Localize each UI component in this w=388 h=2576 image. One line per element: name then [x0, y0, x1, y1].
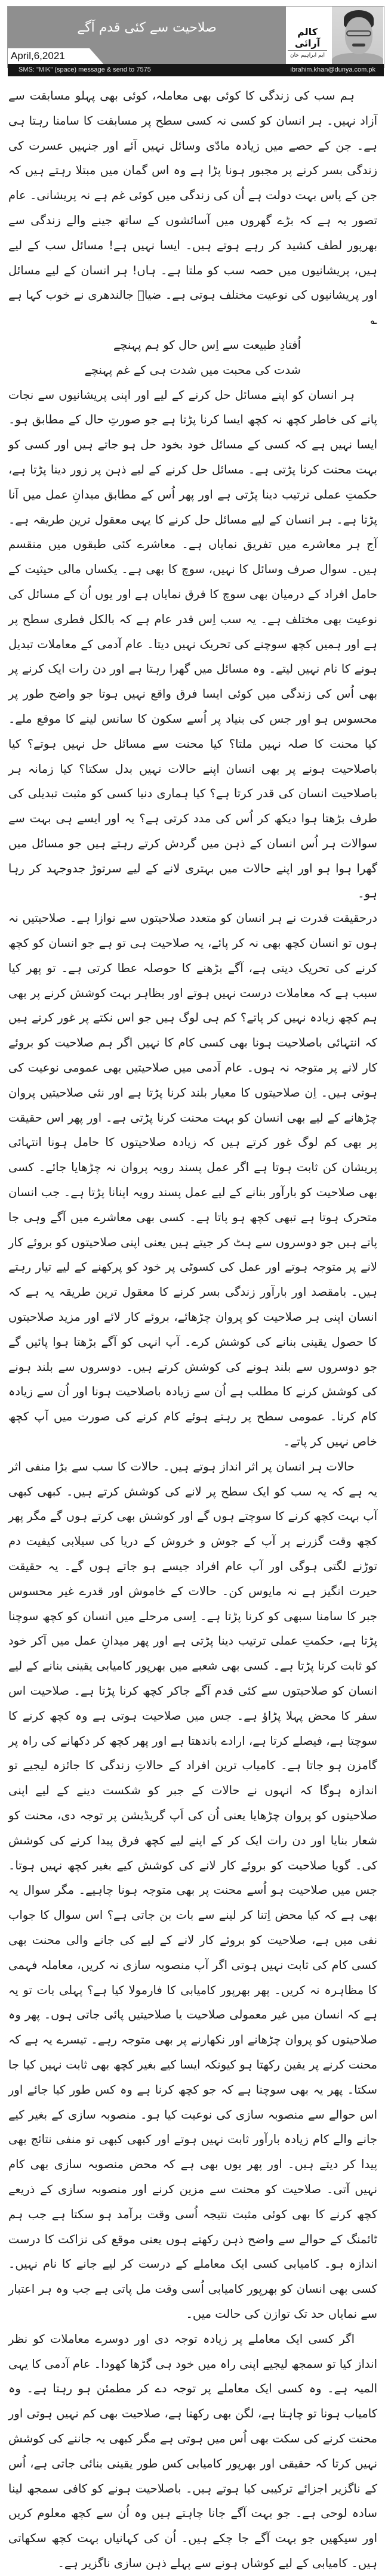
author-name: ایم ابراہیم خان — [290, 52, 325, 58]
author-email-link[interactable]: ibrahim.khan@dunya.com.pk — [290, 66, 375, 73]
publish-date: April,6,2021 — [11, 50, 65, 61]
paragraph: اگر کسی ایک معاملے پر زیادہ توجہ دی اور دوسرے معاملات کو نظر انداز کیا تو سمجھ لیجیے اپنی راہ میں خود ہی گڑھا کھودا۔ عام آدمی کا یہی المیہ ہے۔ وہ کسی ایک معاملے پر توجہ دے کر مطمئن ہو رہتا ہے۔ وہ کامیاب ہونا تو چاہتا ہے، لگن بھی رکھتا ہے، صلاحیت بھی کم نہیں ہوتی اور محنت کرنے کی سکت بھی اُس میں ہوتی ہے مگر کبھی یہ جاننے کی کوشش نہیں کرتا کہ حقیقی اور بھرپور کامیابی کس طور یقینی بنائی جاتی ہے، اُس کے ناگزیر اجزائے ترکیبی کیا ہوتے ہیں۔ باصلاحیت ہونے کو کافی سمجھ لینا سادہ لوحی ہے۔ جو بہت آگے جانا چاہتے ہیں وہ اُن سے کچھ معلوم کریں اور سیکھیں جو بہت آگے جا چکے ہیں۔ اُن کی کہانیاں بہت کچھ سکھاتی ہیں۔ کامیابی کے لیے کوشاں ہونے سے پہلے ذہن سازی ناگزیر ہے۔ — [8, 2332, 377, 2570]
paragraph-intro: ہم سب کی زندگی کا کوئی بھی معاملہ، کوئی بھی پہلو مسابقت سے آزاد نہیں۔ ہر انسان کو کسی نہ کسی سطح پر مسابقت کا سامنا رہتا ہی ہے۔ جن کے حصے میں زیادہ مادّی وسائل نہیں آئے اور جنہیں عسرت کی زندگی بسر کرنے پر مجبور ہونا پڑا ہے وہ اس گمان میں مبتلا رہتے ہیں کہ جن کے پاس بہت دولت ہے اُن کی زندگی میں کوئی غم ہے نہ پریشانی۔ عام تصور یہ ہے کہ بڑے گھروں میں آسائشوں کے ساتھ جینے والے زندگی سے بھرپور لطف کشید کر رہے ہوتے ہیں۔ ایسا نہیں ہے! مسائل سب کے لیے ہیں، پریشانیوں میں حصہ سب کو ملتا ہے۔ ہاں! ہر انسان کے لیے مسائل اور پریشانیوں کی نوعیت مختلف ہوتی ہے۔ ضیاؔ جالندھری نے خوب کہا ہے ؎ — [8, 89, 377, 327]
sms-instructions: SMS: "MIK" (space) message & send to 7575 — [19, 66, 151, 73]
verse-line-2: شدت کی محبت میں شدت ہی کے غم پہنچے — [84, 363, 301, 377]
title-band — [8, 7, 286, 48]
paragraph: حالات ہر انسان پر اثر انداز ہوتے ہیں۔ حالات کا سب سے بڑا منفی اثر یہ ہے کہ یہ سب کو ایک سطح پر لانے کی کوشش کرتے ہیں۔ کبھی کبھی آپ بہت کچھ کرنے کا سوچتے ہوں گے اور کوشش بھی کرتے ہوں گے مگر پھر کچھ وقت گزرنے پر آپ کے جوش و خروش کے دریا کی سیلابی کیفیت دم توڑنے لگتی ہوگی اور آپ عام افراد جیسے ہو جاتے ہوں گے۔ یہ حقیقت حیرت انگیز ہے نہ مایوس کن۔ حالات کے خاموش اور قدرے غیر محسوس جبر کا سامنا سبھی کو کرنا پڑتا ہے۔ اِسی مرحلے میں انسان کو کچھ سوچنا پڑتا ہے، حکمتِ عملی ترتیب دینا پڑتی ہے اور پھر میدانِ عمل میں آکر خود کو ثابت کرنا پڑتا ہے۔ کسی بھی شعبے میں بھرپور کامیابی یقینی بنانے کے لیے انسان کو صلاحیتوں سے کئی قدم آگے جاکر کچھ کرنا پڑتا ہے۔ صلاحیت اس سفر کا محض پہلا پڑاؤ ہے۔ جس میں صلاحیت ہوتی ہے وہ کچھ کرنے کا سوچتا ہے، فیصلے کرتا ہے، ارادے باندھتا ہے اور پھر کچھ کر دکھانے کی راہ پر گامزن ہو جاتا ہے۔ کامیاب ترین افراد کے حالاتِ زندگی کا جائزہ لیجیے تو اندازہ ہوگا کہ انہوں نے حالات کے جبر کو شکست دینے کے لیے اپنی صلاحیتوں کو پروان چڑھایا یعنی اُن کی اَپ گریڈیشن پر توجہ دی، محنت کو شعار بنایا اور دن رات ایک کر کے اپنے لیے کچھ فرق پیدا کرنے کی کوشش کی۔ گویا صلاحیت کو بروئے کار لانے کی کوشش کیے بغیر کچھ نہیں ہوتا۔ جس میں صلاحیت ہو اُسے محنت پر بھی متوجہ ہونا چاہیے۔ مگر سوال یہ بھی ہے کہ کیا محض اِتنا کر لینے سے بات بن جاتی ہے؟ اس سوال کا جواب نفی میں ہے، صلاحیت کو بروئے کار لانے کے لیے کی جانے والی محنت بھی کسی کام کی ثابت نہیں ہوتی اگر آپ منصوبہ سازی نہ کریں، معاملہ فہمی کا مظاہرہ نہ کریں۔ پھر بھرپور کامیابی کا فارمولا کیا ہے؟ پہلی بات تو یہ ہے کہ انسان میں غیر معمولی صلاحیت یا صلاحیتیں پائی جاتی ہوں۔ پھر وہ صلاحیتوں کو پروان چڑھانے اور نکھارنے پر بھی متوجہ رہے۔ تیسرے یہ ہے کہ محنت کرنے پر یقین رکھتا ہو کیونکہ ایسا کیے بغیر کچھ بھی ثابت نہیں کیا جا سکتا۔ پھر یہ بھی سوچنا ہے کہ جو کچھ کرنا ہے وہ کس طور کیا جائے اور اس حوالے سے منصوبہ سازی کی نوعیت کیا ہو۔ منصوبہ سازی کے بغیر کیے جانے والے کام زیادہ بارآور ثابت نہیں ہوتے اور کبھی کبھی تو منفی نتائج بھی پیدا کر دیتے ہیں۔ اور پھر یوں بھی ہے کہ محض منصوبہ سازی بھی کام نہیں آتی۔ صلاحیت کو محنت سے مزین کرنے اور منصوبہ سازی کے ذریعے کچھ کرنے کا بھی کوئی مثبت نتیجہ اُسی وقت برآمد ہو سکتا ہے جب ہم ٹائمنگ کے حوالے سے واضح ذہن رکھتے ہوں یعنی موقع کی نزاکت کا درست اندازہ ہو۔ کامیابی کسی ایک معاملے کے درست کر لیے جانے کا نام نہیں۔ کسی بھی انسان کو بھرپور کامیابی اُسی وقت مل پاتی ہے جب وہ ہر اعتبار سے نمایاں حد تک توازن کی حالت میں۔ — [8, 1459, 377, 2321]
article-body — [8, 83, 377, 2576]
column-header — [0, 0, 388, 76]
divider — [288, 50, 327, 51]
portrait-mustache — [352, 44, 365, 47]
contact-bar — [8, 64, 384, 76]
column-title: صلاحیت سے کئی قدم آگے — [77, 20, 217, 35]
paragraph: ہر انسان کو اپنے مسائل حل کرنے کے لیے اور اپنی پریشانیوں سے نجات پانے کی خاطر کچھ نہ کچھ ایسا کرنا پڑتا ہے جو صورتِ حال کے مطابق ہو۔ ایسا نہیں ہے کہ کسی کے مسائل خود بخود حل ہو جاتے ہیں اور کسی کو بہت محنت کرنا پڑتی ہے۔ مسائل حل کرنے کے لیے ذہن پر زور دینا پڑتا ہے، حکمتِ عملی ترتیب دینا پڑتی ہے اور پھر اُس کے مطابق میدانِ عمل میں آنا پڑتا ہے۔ ہر انسان کے لیے مسائل حل کرنے کا یہی معقول ترین طریقہ ہے۔ آج ہر معاشرے میں تفریق نمایاں ہے۔ معاشرے کئی طبقوں میں منقسم ہیں۔ سوال صرف وسائل کا نہیں، سوچ کا بھی ہے۔ یکساں مالی حیثیت کے حامل افراد کے درمیان بھی سوچ کا فرق نمایاں ہے اور یوں اُن کے مسائل کی نوعیت بھی مختلف ہے۔ یہ سب اِس قدر عام ہے کہ بالکل فطری سطح پر ہے اور ہمیں کچھ سوچنے کی تحریک نہیں دیتا۔ عام آدمی کے معاملات تبدیل ہونے کا نام نہیں لیتے۔ وہ مسائل میں گھرا رہتا ہے اور دن رات ایک کرنے پر بھی اُس کی زندگی میں کوئی ایسا فرق واقع نہیں ہوتا جو واضح طور پر محسوس ہو اور جس کی بنیاد پر اُسے سکون کا سانس لینے کا موقع ملے۔ کیا محنت کا صلہ نہیں ملتا؟ کیا محنت سے مسائل حل نہیں ہوتے؟ کیا باصلاحیت ہونے پر بھی انسان اپنے حالات نہیں بدل سکتا؟ کیا زمانہ ہر باصلاحیت انسان کی قدر کرتا ہے؟ کیا ہماری دنیا کسی کو مثبت تبدیلی کی طرف بڑھتا ہوا دیکھ کر اُس کی مدد کرتی ہے؟ یہ اور ایسے ہی بہت سے سوالات ہر اُس انسان کے ذہن میں گردش کرتے رہتے ہیں جو مسائل میں گھرا ہوا ہو اور اپنے حالات میں بہتری لانے کے لیے سرتوڑ جدوجہد کر رہا ہو۔ — [8, 388, 377, 900]
date-tab-shade — [90, 48, 286, 64]
column-brand-label: کالم آرائی — [294, 26, 321, 49]
paragraph: درحقیقت قدرت نے ہر انسان کو متعدد صلاحیتوں سے نوازا ہے۔ صلاحیتیں نہ ہوں تو انسان کچھ بھی نہ کر پائے، یہ صلاحیت ہی تو ہے جو انسان کو کچھ کرنے کی تحریک دیتی ہے، آگے بڑھنے کا حوصلہ عطا کرتی ہے۔ تو پھر کیا سبب ہے کہ معاملات درست نہیں ہوتے اور بظاہر بہت کوشش کرنے پر بھی ہم کچھ زیادہ نہیں کر پاتے؟ کم ہی لوگ ہیں جو اس نکتے پر غور کرتے ہیں کہ انتہائی باصلاحیت ہونا بھی کسی کام کا نہیں اگر ہم صلاحیت کو بروئے کار لانے پر متوجہ نہ ہوں۔ عام آدمی میں صلاحیتیں بھی عمومی نوعیت کی ہوتی ہیں۔ اِن صلاحیتوں کا معیار بلند کرنا پڑتا ہے اور نئی صلاحیتیں پروان چڑھانے کے لیے بھی انسان کو بہت محنت کرنا پڑتی ہے۔ اور پھر اس حقیقت پر بھی کم لوگ غور کرتے ہیں کہ زیادہ صلاحیتوں کا حامل ہونا انتہائی پریشان کن ثابت ہوتا ہے اگر عمل پسند رویہ پروان نہ چڑھایا جائے۔ کسی بھی صلاحیت کو بارآور بنانے کے لیے عمل پسند رویہ اپنانا پڑتا ہے۔ جب انسان متحرک ہوتا ہے تبھی کچھ ہو پاتا ہے۔ کسی بھی معاشرے میں آگے وہی جا پاتے ہیں جو دوسروں سے ہٹ کر جیتے ہیں یعنی اپنی صلاحیتوں کو بروئے کار لانے پر متوجہ ہوتے اور عمل کی کسوٹی پر خود کو پرکھنے کے لیے تیار رہتے ہیں۔ بامقصد اور بارآور زندگی بسر کرنے کا معقول ترین طریقہ یہ ہے کہ انسان اپنی ہر صلاحیت کو پروان چڑھائے، بروئے کار لائے اور مزید صلاحیتوں کا حصول یقینی بنانے کی کوشش کرے۔ آپ انہی کو آگے بڑھتا ہوا پائیں گے جو دوسروں سے بلند ہونے کی کوشش کرتے ہیں۔ دوسروں سے بلند ہونے کی کوشش کرنے کا مطلب ہے اُن سے زیادہ باصلاحیت ہونا اور اُن سے زیادہ کام کرنا۔ عمومی سطح پر رہتے ہوئے کام کرنے کی صورت میں آپ کچھ خاص نہیں کر پاتے۔ — [8, 911, 377, 1449]
portrait-shoulder — [332, 53, 383, 64]
author-portrait-icon — [332, 7, 383, 64]
portrait-glasses — [346, 30, 371, 36]
verse-line-1: اُفتادِ طبیعت سے اِس حال کو ہم پہنچے — [113, 338, 301, 352]
